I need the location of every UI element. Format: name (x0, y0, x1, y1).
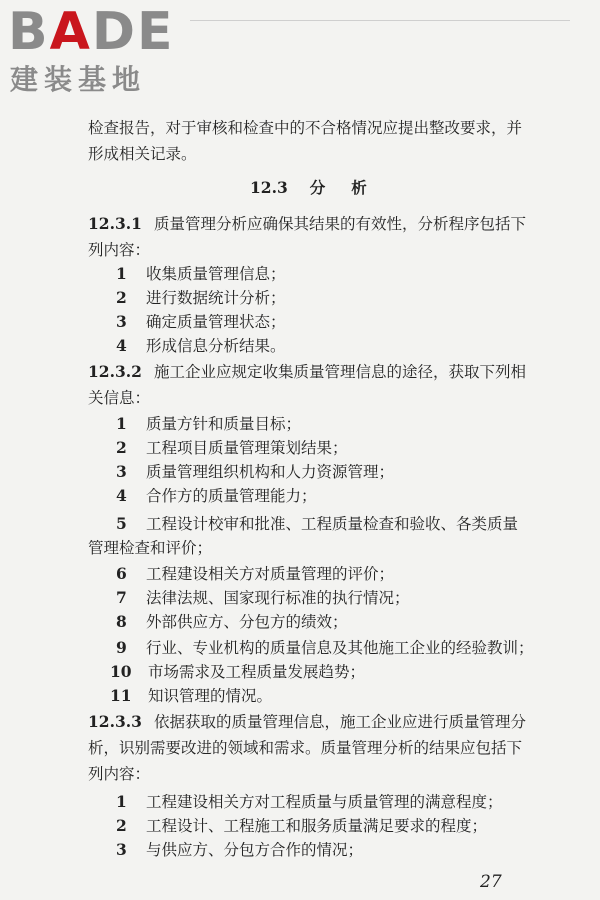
bade-logo (8, 4, 178, 96)
logo-subtitle: 建装基地 (10, 63, 147, 96)
clause-12-3-2 (88, 362, 526, 382)
clause-number: 12.3.1 (88, 214, 142, 233)
list-item: 3 与供应方、分包方合作的情况； (116, 840, 364, 859)
list-item: 4 合作方的质量管理能力； (116, 486, 317, 505)
section-title-a: 分 (309, 178, 326, 197)
list-item: 1 工程建设相关方对工程质量与质量管理的满意程度； (116, 792, 503, 811)
list-item: 2 进行数据统计分析； (116, 288, 286, 307)
clause-12-3-3 (88, 712, 526, 732)
clause-text-cont: 关信息： (88, 389, 151, 407)
clause-text: 依据获取的质量管理信息，施工企业应进行质量管理分 (153, 713, 526, 731)
list-item: 9 行业、专业机构的质量信息及其他施工企业的经验教训； (116, 638, 534, 657)
section-heading (250, 178, 367, 198)
clause-text-cont: 析，识别需要改进的领域和需求。质量管理分析的结果应包括下 (88, 739, 523, 757)
list-item: 1 收集质量管理信息； (116, 264, 286, 283)
list-item: 1 质量方针和质量目标； (116, 414, 302, 433)
page-number: 27 (480, 872, 502, 892)
intro-line-1: 检查报告，对于审核和检查中的不合格情况应提出整改要求，并 (88, 119, 523, 137)
clause-number: 12.3.2 (88, 362, 142, 381)
list-item: 6 工程建设相关方对质量管理的评价； (116, 564, 395, 583)
list-item: 2 工程项目质量管理策划结果； (116, 438, 348, 457)
header-rule (190, 20, 570, 21)
clause-text: 施工企业应规定收集质量管理信息的途径，获取下列相 (153, 363, 526, 381)
list-item: 7 法律法规、国家现行标准的执行情况； (116, 588, 410, 607)
logo-wordmark: BADE (8, 2, 175, 62)
list-item: 3 质量管理组织机构和人力资源管理； (116, 462, 395, 481)
intro-line-2: 形成相关记录。 (88, 145, 197, 163)
section-title-b: 析 (351, 178, 367, 197)
clause-12-3-1 (88, 214, 526, 234)
clause-text-cont: 列内容： (88, 241, 151, 259)
list-item: 5 工程设计校审和批准、工程质量检查和验收、各类质量 (116, 514, 519, 533)
list-item: 2 工程设计、工程施工和服务质量满足要求的程度； (116, 816, 488, 835)
clause-number: 12.3.3 (88, 712, 142, 731)
section-number: 12.3 (250, 178, 288, 197)
list-item: 8 外部供应方、分包方的绩效； (116, 612, 348, 631)
list-item-cont: 管理检查和评价； (88, 539, 213, 557)
clause-text-cont: 列内容： (88, 765, 151, 783)
list-item: 4 形成信息分析结果。 (116, 336, 286, 355)
clause-text: 质量管理分析应确保其结果的有效性，分析程序包括下 (153, 215, 526, 233)
list-item: 10 市场需求及工程质量发展趋势； (110, 662, 366, 681)
list-item: 3 确定质量管理状态； (116, 312, 286, 331)
list-item: 11 知识管理的情况。 (110, 686, 273, 705)
